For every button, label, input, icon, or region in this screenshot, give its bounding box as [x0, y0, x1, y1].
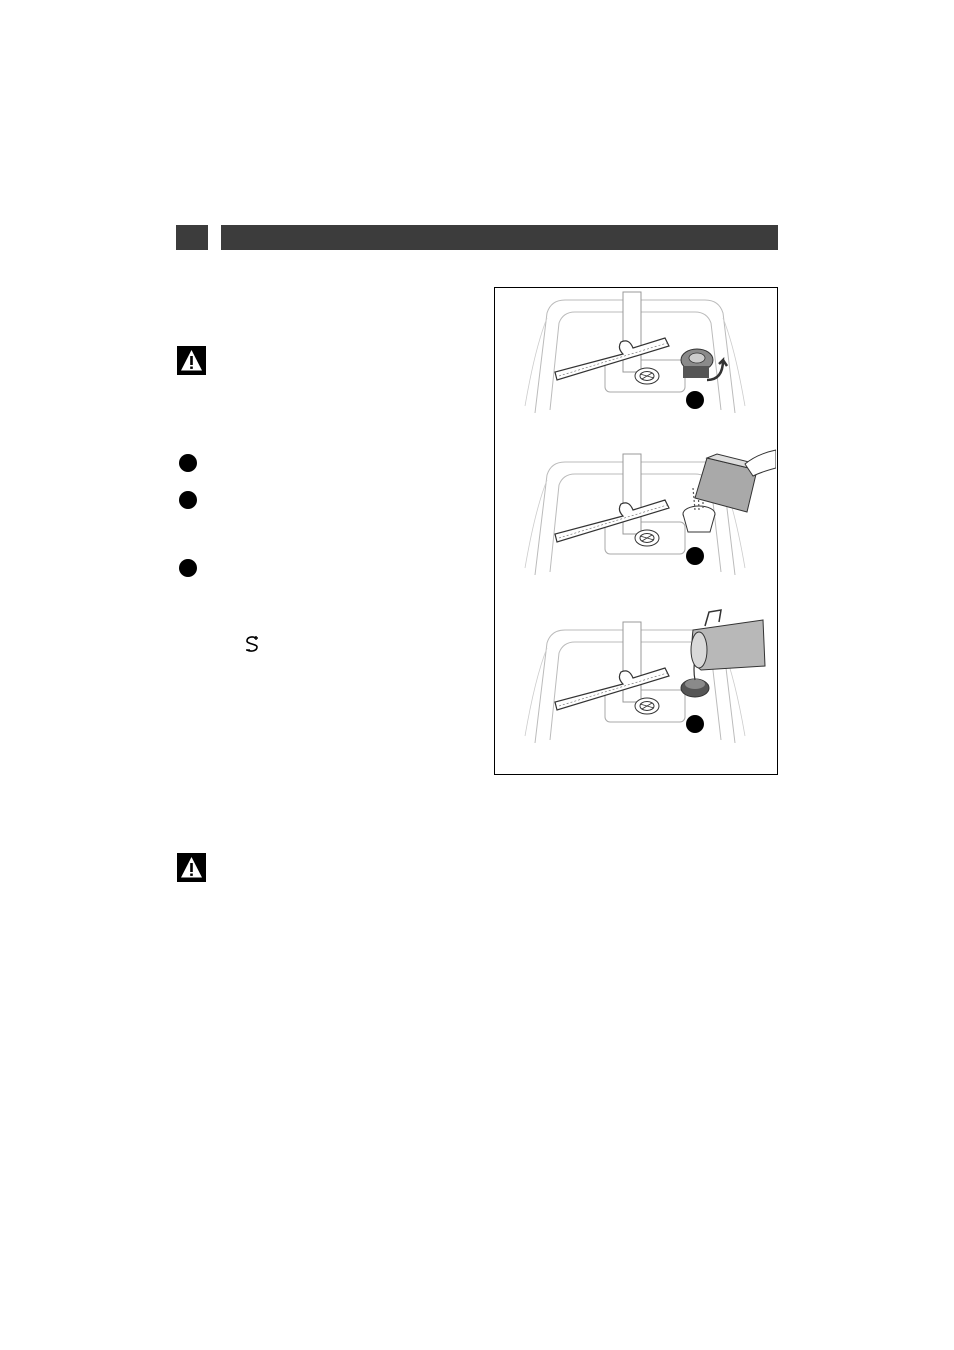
- step-2-marker: [179, 491, 197, 509]
- salt-filling-illustration: [494, 287, 778, 775]
- panel-pour-salt-into-container: [525, 450, 776, 575]
- step-3-marker: [179, 559, 197, 577]
- page-number-tab: [176, 225, 208, 250]
- salt-indicator-icon: [243, 634, 261, 654]
- warning-triangle-icon: [177, 853, 206, 882]
- panel-1-marker: [686, 391, 704, 409]
- step-1-marker: [179, 454, 197, 472]
- panel-pour-water-into-container: [525, 610, 765, 743]
- panel-unscrew-salt-container-cap: [525, 292, 745, 413]
- section-header-bar: [221, 225, 778, 250]
- panel-2-marker: [686, 547, 704, 565]
- warning-triangle-icon: [177, 346, 206, 375]
- panel-3-marker: [686, 715, 704, 733]
